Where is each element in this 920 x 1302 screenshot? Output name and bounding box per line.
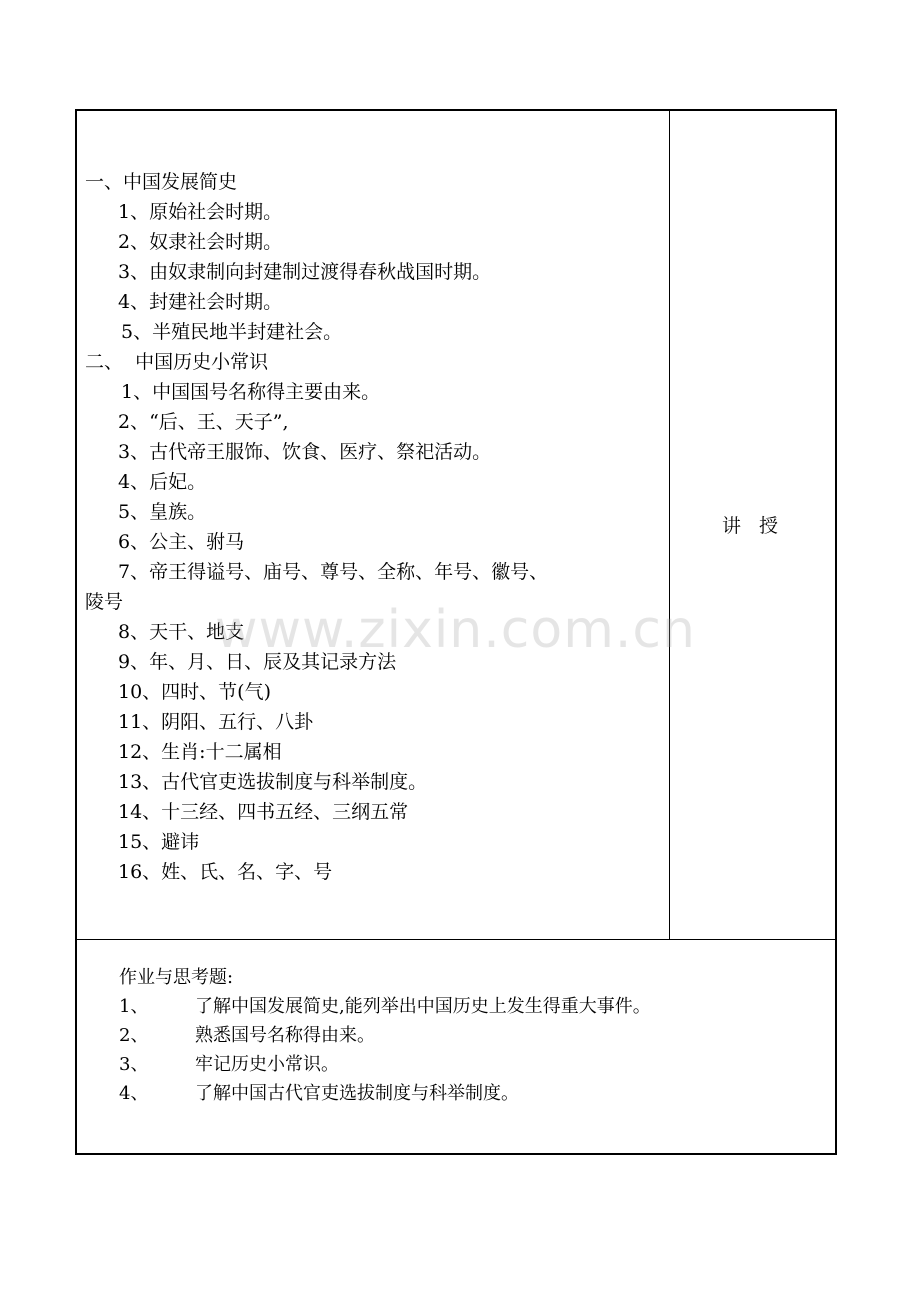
section2-item: 8、天干、地支 — [118, 621, 245, 643]
section2-item: 4、后妃。 — [118, 471, 207, 493]
section1-item: 5、半殖民地半封建社会。 — [121, 321, 343, 343]
homework-number: 1、 — [119, 996, 149, 1017]
section2-item: 1、中国国号名称得主要由来。 — [121, 381, 381, 403]
teaching-method: 讲 授 — [721, 515, 785, 537]
section1-item: 2、奴隶社会时期。 — [118, 231, 283, 253]
homework-item — [119, 1021, 819, 1050]
section2-item: 10、四时、节(气) — [118, 681, 272, 703]
section2-item: 11、阴阳、五行、八卦 — [118, 711, 314, 733]
homework-item — [119, 1079, 819, 1108]
section2-heading: 二、 中国历史小常识 — [85, 351, 269, 373]
lesson-table — [75, 109, 837, 1155]
section2-item: 6、公主、驸马 — [118, 531, 245, 553]
watermark: www.zixin.com.cn — [215, 600, 696, 660]
section1-item: 4、封建社会时期。 — [118, 291, 283, 313]
homework-text: 了解中国古代官吏选拔制度与科举制度。 — [195, 1083, 519, 1104]
homework-number: 2、 — [119, 1025, 149, 1046]
homework-number: 4、 — [119, 1083, 149, 1104]
section1-item: 1、原始社会时期。 — [118, 201, 283, 223]
section2-item: 9、年、月、日、辰及其记录方法 — [118, 651, 397, 673]
section2-item: 7、帝王得谥号、庙号、尊号、全称、年号、徽号、 — [118, 561, 549, 583]
row-divider — [77, 939, 835, 940]
section2-item-wrap: 陵号 — [85, 591, 124, 613]
section1-heading: 一、中国发展简史 — [85, 171, 238, 193]
homework-number: 3、 — [119, 1054, 149, 1075]
homework-item — [119, 992, 819, 1021]
homework-text: 了解中国发展简史,能列举出中国历史上发生得重大事件。 — [195, 996, 651, 1017]
section1-item: 3、由奴隶制向封建制过渡得春秋战国时期。 — [118, 261, 492, 283]
homework-text: 熟悉国号名称得由来。 — [195, 1025, 375, 1046]
homework-text: 牢记历史小常识。 — [195, 1054, 339, 1075]
lesson-content — [85, 167, 665, 887]
homework-section — [119, 963, 819, 1108]
section2-item: 2、“后、王、天子”, — [118, 411, 289, 433]
section2-item: 16、姓、氏、名、字、号 — [118, 861, 333, 883]
section2-item: 14、十三经、四书五经、三纲五常 — [118, 801, 409, 823]
section2-item: 15、避讳 — [118, 831, 200, 853]
homework-item — [119, 1050, 819, 1079]
homework-title: 作业与思考题: — [119, 967, 234, 988]
section2-item: 5、皇族。 — [118, 501, 207, 523]
section2-item: 3、古代帝王服饰、饮食、医疗、祭祀活动。 — [118, 441, 492, 463]
section2-item: 12、生肖:十二属相 — [118, 741, 282, 763]
section2-item: 13、古代官吏选拔制度与科举制度。 — [118, 771, 428, 793]
